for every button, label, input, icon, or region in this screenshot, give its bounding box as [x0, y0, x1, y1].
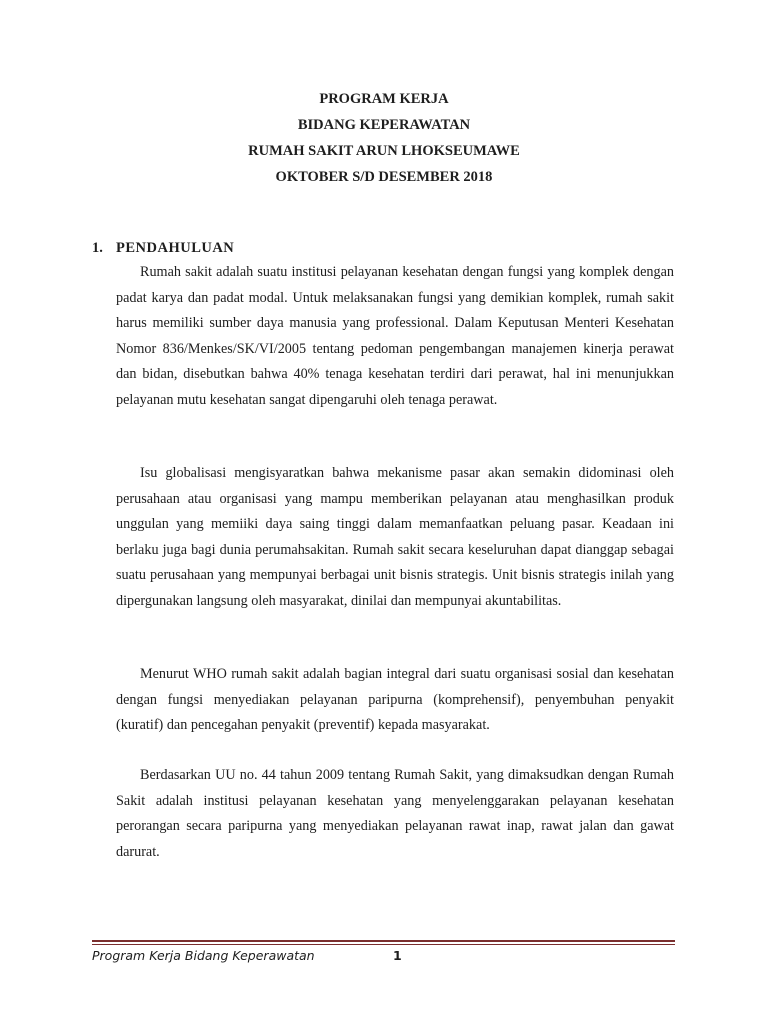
section-heading [92, 238, 234, 258]
title-line-2: BIDANG KEPERAWATAN [297, 117, 471, 133]
title-line-4: OKTOBER S/D DESEMBER 2018 [275, 169, 493, 185]
footer-rule-thick [92, 940, 675, 942]
document-title [0, 86, 768, 190]
footer-text: Program Kerja Bidang Keperawatan [92, 948, 315, 963]
title-line-3: RUMAH SAKIT ARUN LHOKSEUMAWE [248, 143, 520, 159]
paragraph-2: Isu globalisasi mengisyaratkan bahwa mekanisme pasar akan semakin didominasi oleh perusahaan atau organisasi yang mampu memberikan pelayanan atau menghasilkan produk unggulan yang memiiki daya saing tinggi dalam memanfaatkan peluang pasar. Keadaan ini berlaku juga bagi dunia perumahsakitan. Rumah sakit secara keseluruhan dapat dianggap sebagai suatu perusahaan yang mempunyai berbagai unit bisnis strategis. Unit bisnis strategis inilah yang dipergunakan langsung oleh masyarakat, dinilai dan mempunyai akuntabilitas. [116, 465, 674, 609]
paragraph-4: Berdasarkan UU no. 44 tahun 2009 tentang Rumah Sakit, yang dimaksudkan dengan Rumah Sakit adalah institusi pelayanan kesehatan yang menyelenggarakan pelayanan kesehatan perorangan secara paripurna yang menyediakan pelayanan rawat inap, rawat jalan dan gawat darurat. [116, 767, 674, 860]
section-heading-label: PENDAHULUAN [116, 240, 235, 256]
footer-rule-thin [92, 944, 675, 945]
section-number: 1. [92, 240, 103, 256]
paragraph-3: Menurut WHO rumah sakit adalah bagian integral dari suatu organisasi sosial dan kesehatan dengan fungsi menyediakan pelayanan paripurna (komprehensif), penyembuhan penyakit (kuratif) dan pencegahan penyakit (preventif) kepada masyarakat. [116, 666, 674, 733]
page-number: 1 [393, 948, 402, 963]
paragraph-1: Rumah sakit adalah suatu institusi pelayanan kesehatan dengan fungsi yang komplek dengan padat karya dan padat modal. Untuk melaksanakan fungsi yang demikian komplek, rumah sakit harus memiliki sumber daya manusia yang professional. Dalam Keputusan Menteri Kesehatan Nomor 836/Menkes/SK/VI/2005 tentang pedoman pengembangan manajemen kinerja perawat dan bidan, disebutkan bahwa 40% tenaga kesehatan terdiri dari perawat, hal ini menunjukkan pelayanan mutu kesehatan sangat dipengaruhi oleh tenaga perawat. [116, 264, 674, 408]
title-line-1: PROGRAM KERJA [319, 91, 449, 107]
